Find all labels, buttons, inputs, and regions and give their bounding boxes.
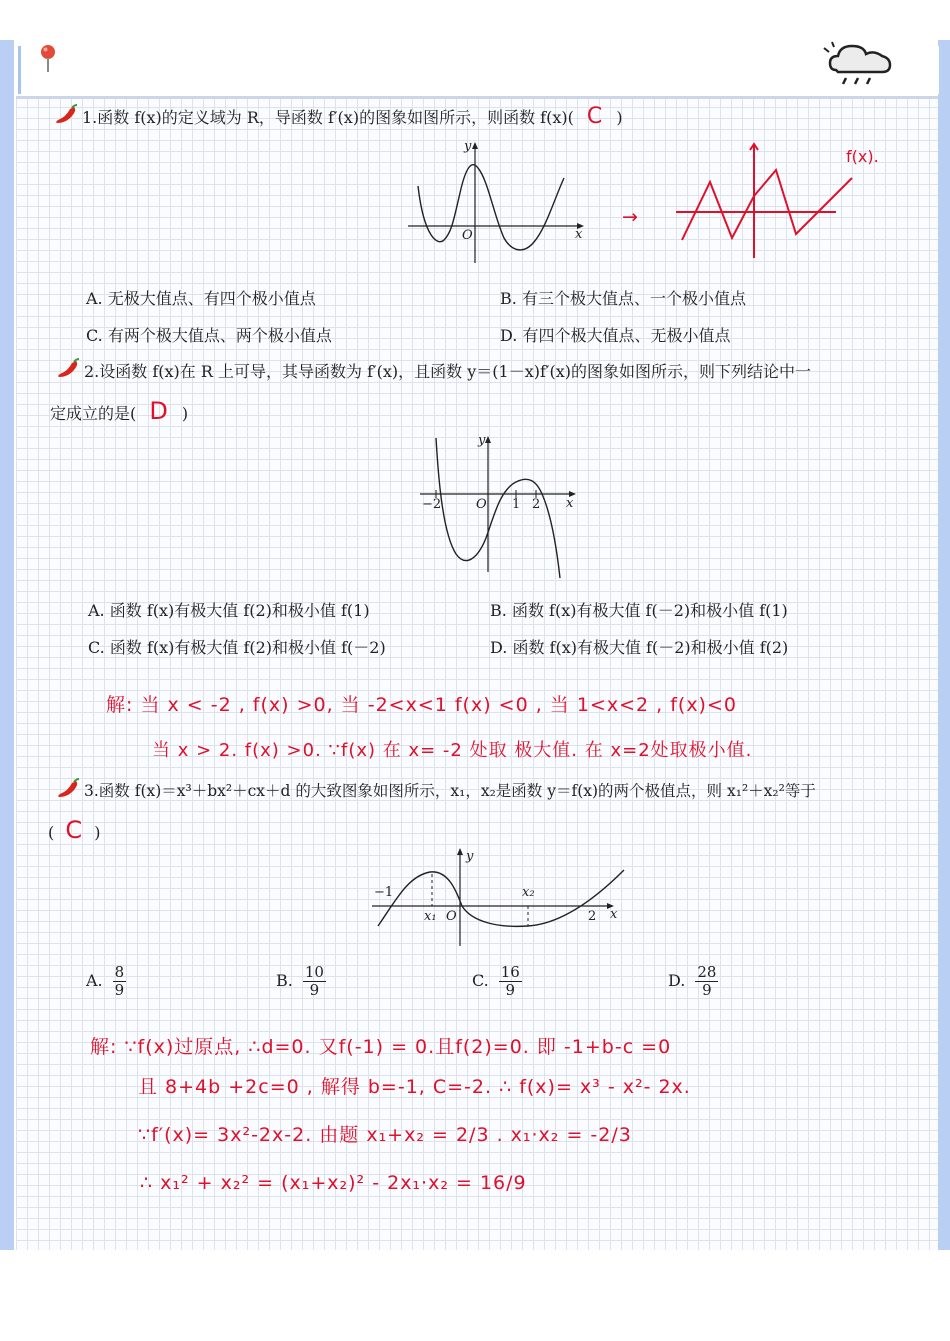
q1-close: )	[616, 108, 623, 127]
q3-option-d-letter: D.	[668, 971, 686, 990]
q2-option-b-text: 函数 f(x)有极大值 f(－2)和极小值 f(1)	[511, 601, 788, 620]
q1-option-d-text: 有四个极大值点、无极小值点	[522, 326, 731, 345]
q3-option-d[interactable]	[668, 964, 718, 999]
q3-answer: C	[65, 816, 84, 844]
q3-graph-o: O	[446, 909, 457, 924]
q3-solution-line4: ∴ x₁² + x₂² = (x₁+x₂)² - 2x₁·x₂ = 16/9	[140, 1172, 527, 1194]
q2-graph-o: O	[476, 497, 487, 512]
q1-text: 1.函数 f(x)的定义域为 R，导函数 f′(x)的图象如图所示，则函数 f(x)(	[82, 108, 574, 127]
q1-option-b[interactable]	[500, 286, 746, 309]
q2-option-c-text: 函数 f(x)有极大值 f(2)和极小值 f(－2)	[109, 638, 386, 657]
q3-stem: 3.函数 f(x)＝x³＋bx²＋cx＋d 的大致图象如图所示，x₁，x₂是函数 y＝f(x)的两个极值点，则 x₁²＋x₂²等于	[84, 782, 816, 800]
q1-option-d-letter: D.	[500, 326, 518, 345]
q3-close: )	[94, 823, 101, 842]
q3-graph-minus1: −1	[374, 885, 394, 900]
q1-graph-y: y	[464, 139, 472, 154]
q2-graph-minus2: −2	[422, 497, 442, 512]
q3-open: (	[48, 823, 55, 842]
rain-cloud-icon	[822, 40, 898, 88]
q3-option-d-den: 9	[702, 981, 712, 999]
q1-option-c-text: 有两个极大值点、两个极小值点	[107, 326, 332, 345]
right-border	[938, 40, 950, 1250]
q1-option-b-letter: B.	[500, 289, 517, 308]
q2-graph-x: x	[566, 496, 574, 511]
q3-option-c-den: 9	[505, 981, 516, 999]
q2-option-c[interactable]	[88, 635, 386, 658]
q3-option-b-letter: B.	[276, 971, 293, 990]
q2-option-c-letter: C.	[88, 638, 105, 657]
q3-option-d-num: 28	[697, 963, 717, 981]
q3-graph-two: 2	[588, 909, 597, 924]
q3-option-a-den: 9	[114, 981, 125, 999]
q2-stem-line2	[50, 397, 188, 425]
q1-handdrawn-sketch	[676, 140, 879, 260]
q1-option-a[interactable]	[86, 286, 316, 309]
q3-solution-line2: 且 8+4b +2c=0 , 解得 b=-1, C=-2. ∴ f(x)= x³ - x²- 2x.	[138, 1076, 691, 1098]
q3-graph-x1: x₁	[424, 909, 437, 924]
q1-option-c-letter: C.	[86, 326, 103, 345]
pin-icon	[36, 44, 60, 74]
q1-option-b-text: 有三个极大值点、一个极小值点	[521, 289, 746, 308]
q3-option-b[interactable]	[276, 964, 326, 999]
q2-solution-line1: 解: 当 x < -2 , f(x) >0, 当 -2<x<1 f(x) <0 , 当 1<x<2 , f(x)<0	[106, 694, 737, 716]
q2-option-b[interactable]	[490, 598, 788, 621]
chili-pepper-icon	[56, 778, 80, 800]
chili-pepper-icon	[56, 358, 80, 380]
q3-option-c-letter: C.	[472, 971, 489, 990]
chili-pepper-icon	[54, 104, 78, 126]
q3-option-b-den: 9	[309, 981, 320, 999]
q1-stem	[82, 104, 623, 129]
q3-solution-line3: ∵f′(x)= 3x²-2x-2. 由题 x₁+x₂ = 2/3 . x₁·x₂ = -2/3	[138, 1124, 632, 1146]
q1-derivative-graph	[400, 138, 590, 268]
q2-graph-two: 2	[532, 497, 541, 512]
q2-option-a-text: 函数 f(x)有极大值 f(2)和极小值 f(1)	[109, 601, 370, 620]
q3-option-b-num: 10	[304, 963, 324, 981]
q3-option-c-num: 16	[500, 963, 520, 981]
q3-answer-row	[48, 816, 100, 844]
q2-option-b-letter: B.	[490, 601, 507, 620]
q3-graph-y: y	[466, 849, 474, 864]
q2-stem-line1: 2.设函数 f(x)在 R 上可导，其导函数为 f′(x)，且函数 y＝(1－x)f′(x)的图象如图所示，则下列结论中一	[84, 362, 812, 381]
q2-option-d[interactable]	[490, 635, 788, 658]
q2-solution-line2: 当 x > 2. f(x) >0. ∵f(x) 在 x= -2 处取 极大值. 在 x=2处取极小值.	[152, 740, 753, 761]
left-border	[0, 40, 14, 1250]
q3-option-a-num: 8	[114, 963, 125, 981]
q3-option-a[interactable]	[86, 964, 126, 999]
q1-option-c[interactable]	[86, 323, 332, 346]
q2-close: )	[181, 404, 189, 423]
header-card	[18, 46, 939, 94]
q1-option-d[interactable]	[500, 323, 730, 346]
q1-option-a-text: 无极大值点、有四个极小值点	[107, 289, 316, 308]
q3-option-c[interactable]	[472, 964, 522, 999]
sheet-edge	[16, 96, 938, 99]
bottom-margin	[0, 1250, 950, 1341]
q2-function-graph	[420, 432, 590, 582]
q3-cubic-graph	[368, 846, 638, 956]
q2-graph-one: 1	[512, 497, 521, 512]
q3-graph-x2: x₂	[522, 885, 535, 900]
q2-graph-y: y	[478, 433, 486, 448]
q1-graph-o: O	[462, 228, 473, 243]
q3-option-a-letter: A.	[86, 971, 103, 990]
q1-graph-x: x	[575, 227, 583, 242]
q2-option-d-letter: D.	[490, 638, 508, 657]
q1-arrow: →	[622, 206, 639, 228]
q3-graph-x: x	[610, 907, 618, 922]
q2-option-a-letter: A.	[88, 601, 105, 620]
q2-option-d-text: 函数 f(x)有极大值 f(－2)和极小值 f(2)	[512, 638, 789, 657]
q2-text-line2: 定成立的是(	[50, 404, 137, 423]
q1-sketch-label: f(x).	[846, 147, 879, 166]
q3-solution-line1: 解: ∵f(x)过原点, ∴d=0. 又f(-1) = 0.且f(2)=0. 即 -1+b-c =0	[90, 1036, 672, 1058]
q2-option-a[interactable]	[88, 598, 370, 621]
q1-answer: C	[586, 104, 604, 129]
q2-answer: D	[149, 397, 169, 425]
q1-option-a-letter: A.	[86, 289, 103, 308]
